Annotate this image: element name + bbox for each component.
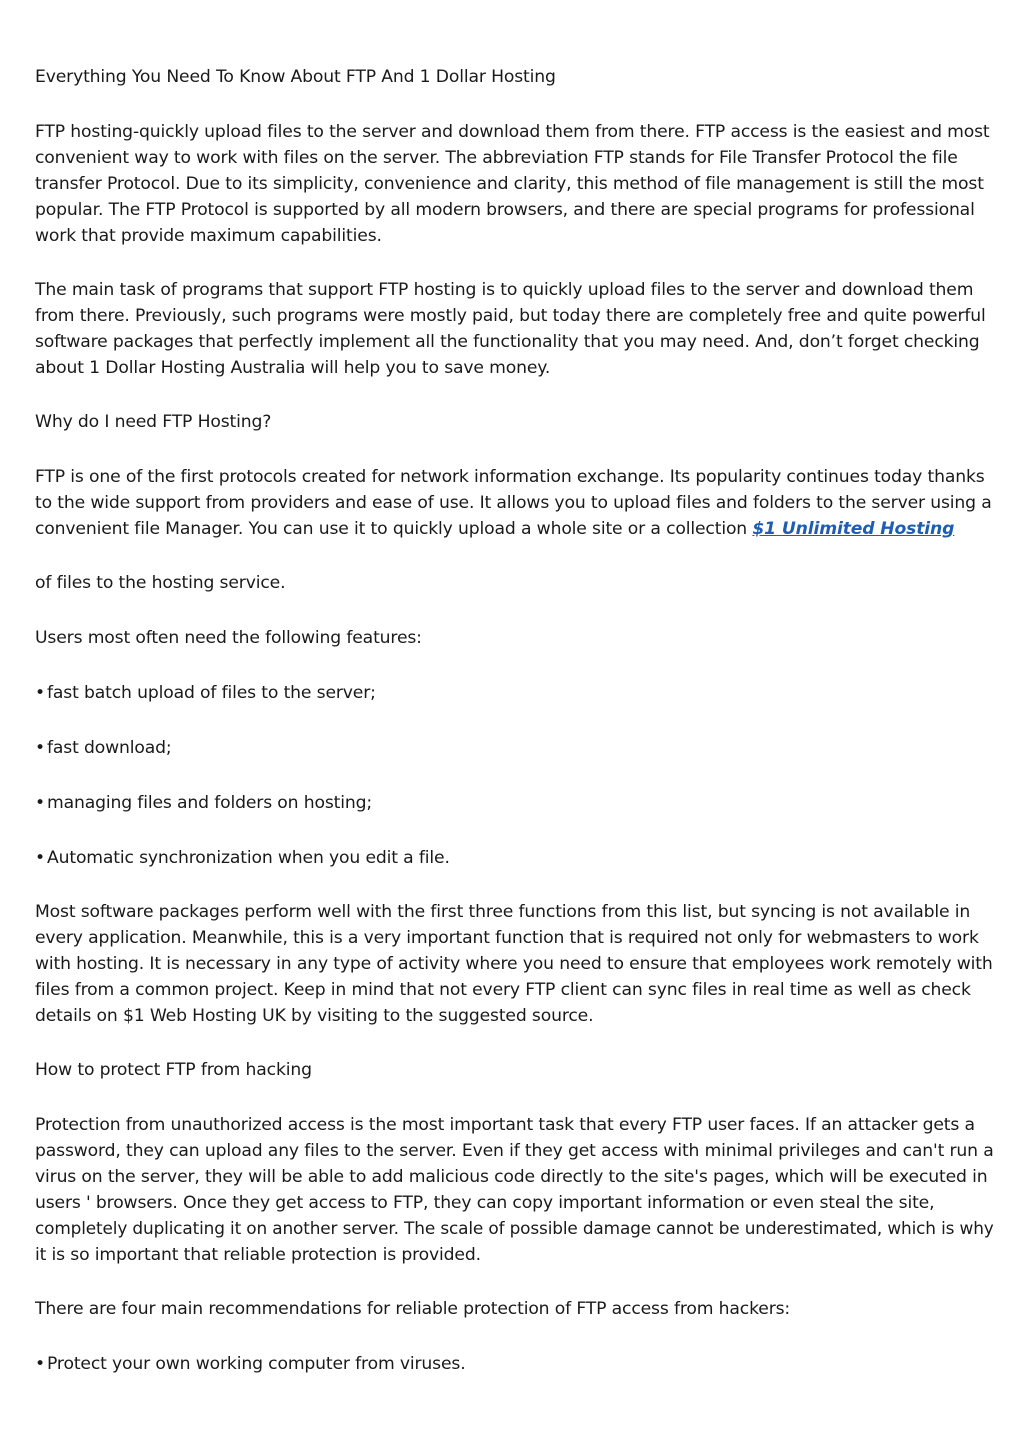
feature-item (35, 845, 450, 871)
protect-heading: How to protect FTP from hacking (35, 1060, 312, 1080)
protect-line: completely duplicating it on another server. The scale of possible damage cannot be underestimated, which is why (35, 1219, 994, 1239)
why-line-with-link (35, 516, 954, 542)
protect-line: Protection from unauthorized access is the most important task that every FTP user faces. If an attacker gets a (35, 1115, 975, 1135)
features-intro: Users most often need the following features: (35, 628, 422, 648)
bullet-icon: • (35, 683, 45, 703)
why-heading: Why do I need FTP Hosting? (35, 412, 272, 432)
sync-line: every application. Meanwhile, this is a very important function that is required not only for webmasters to work (35, 928, 979, 948)
intro-line: work that provide maximum capabilities. (35, 226, 382, 246)
protect-line: virus on the server, they will be able to add malicious code directly to the site's pages, which will be executed in (35, 1167, 988, 1187)
why-line: FTP is one of the first protocols created for network information exchange. Its popularity continues today thanks (35, 467, 985, 487)
feature-text: Automatic synchronization when you edit a file. (47, 848, 450, 868)
intro-line: popular. The FTP Protocol is supported by all modern browsers, and there are special programs for professional (35, 200, 975, 220)
protect-line: users ' browsers. Once they get access to FTP, they can copy important information or even steal the site, (35, 1193, 935, 1213)
recommend-text: Protect your own working computer from viruses. (47, 1354, 466, 1374)
feature-item (35, 680, 376, 706)
sync-line: with hosting. It is necessary in any type of activity where you need to ensure that employees work remotely with (35, 954, 993, 974)
bullet-icon: • (35, 848, 45, 868)
why-continuation: of files to the hosting service. (35, 573, 286, 593)
intro-line: transfer Protocol. Due to its simplicity, convenience and clarity, this method of file management is still the most (35, 174, 984, 194)
feature-text: managing files and folders on hosting; (47, 793, 373, 813)
feature-item (35, 735, 172, 761)
programs-line: software packages that perfectly implement all the functionality that you may need. And, don’t forget checking (35, 332, 980, 352)
feature-text: fast batch upload of files to the server; (47, 683, 376, 703)
sync-line: details on $1 Web Hosting UK by visiting to the suggested source. (35, 1006, 594, 1026)
sync-line: Most software packages perform well with the first three functions from this list, but syncing is not available in (35, 902, 971, 922)
bullet-icon: • (35, 793, 45, 813)
recommend-intro: There are four main recommendations for reliable protection of FTP access from hackers: (35, 1299, 791, 1319)
why-line: to the wide support from providers and ease of use. It allows you to upload files and folders to the server using a (35, 493, 992, 513)
programs-line: about 1 Dollar Hosting Australia will help you to save money. (35, 358, 551, 378)
sync-line: files from a common project. Keep in mind that not every FTP client can sync files in real time as well as check (35, 980, 971, 1000)
programs-line: from there. Previously, such programs were mostly paid, but today there are completely free and quite powerful (35, 306, 986, 326)
unlimited-hosting-link[interactable]: $1 Unlimited Hosting (752, 519, 955, 539)
intro-line: convenient way to work with files on the server. The abbreviation FTP stands for File Transfer Protocol the file (35, 148, 958, 168)
why-line-text: convenient file Manager. You can use it to quickly upload a whole site or a collection (35, 519, 753, 539)
bullet-icon: • (35, 738, 45, 758)
bullet-icon: • (35, 1354, 45, 1374)
feature-item (35, 790, 372, 816)
recommend-item (35, 1351, 466, 1377)
intro-line: FTP hosting-quickly upload files to the server and download them from there. FTP access is the easiest and most (35, 122, 990, 142)
programs-line: The main task of programs that support FTP hosting is to quickly upload files to the server and download them (35, 280, 974, 300)
protect-line: it is so important that reliable protection is provided. (35, 1245, 481, 1265)
document-title: Everything You Need To Know About FTP And 1 Dollar Hosting (35, 67, 556, 87)
protect-line: password, they can upload any files to the server. Even if they get access with minimal privileges and can't run a (35, 1141, 994, 1161)
feature-text: fast download; (47, 738, 172, 758)
